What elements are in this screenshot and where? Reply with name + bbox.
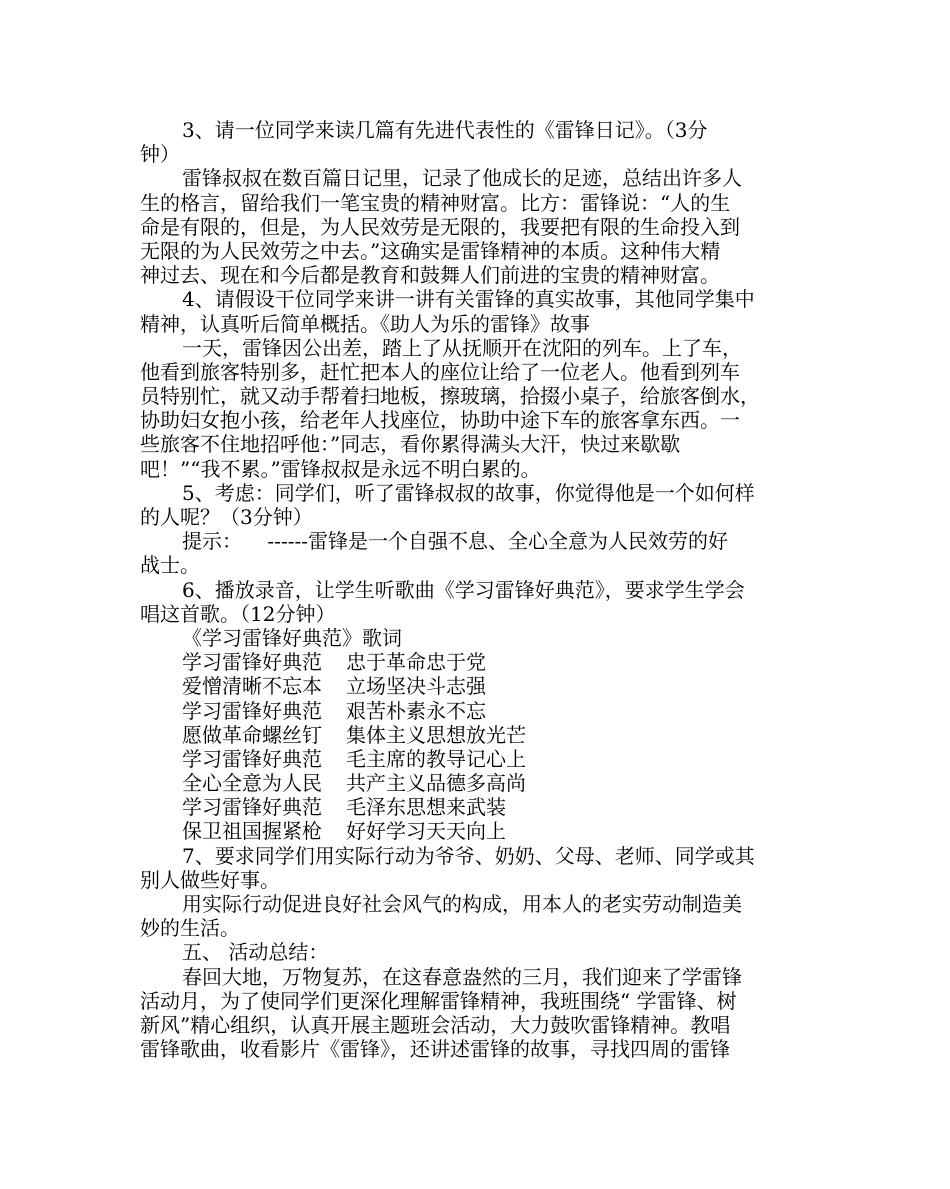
paragraph-line: 妙的生活。 xyxy=(140,916,240,941)
paragraph-line: 一天，雷锋因公出差，踏上了从抚顺开在沈阳的列车。上了车， xyxy=(182,335,742,360)
lyric-right: 毛主席的教导记心上 xyxy=(346,746,526,771)
paragraph-line: 春回大地，万物复苏，在这春意盎然的三月，我们迎来了学雷锋 xyxy=(182,964,742,989)
paragraph-line: 雷锋叔叔在数百篇日记里，记录了他成长的足迹，总结出许多人 xyxy=(182,166,742,191)
song-lyric-line xyxy=(140,699,812,723)
paragraph-line: 战士。 xyxy=(140,553,200,578)
song-title: 《学习雷锋好典范》歌词 xyxy=(182,625,402,650)
lyric-right: 集体主义思想放光芒 xyxy=(346,722,526,747)
paragraph-line: 钟） xyxy=(140,142,180,167)
paragraph-line: 些旅客不住地招呼他：”同志，看你累得满头大汗，快过来歇歇 xyxy=(140,432,681,457)
paragraph-line: 活动月，为了使同学们更深化理解雷锋精神，我班围绕“ 学雷锋、树 xyxy=(140,988,737,1013)
section-heading: 五、 活动总结： xyxy=(182,940,329,965)
paragraph-line: 协助妇女抱小孩，给老年人找座位，协助中途下车的旅客拿东西。一 xyxy=(140,408,740,433)
paragraph-line: 唱这首歌。（12分钟） xyxy=(140,601,336,626)
lyric-left: 爱憎清晰不忘本 xyxy=(182,674,322,699)
paragraph-line: 4、请假设干位同学来讲一讲有关雷锋的真实故事，其他同学集中 xyxy=(182,287,755,312)
lyric-right: 立场坚决斗志强 xyxy=(346,674,486,699)
lyric-right: 好好学习天天向上 xyxy=(346,819,506,844)
song-lyric-line xyxy=(140,771,812,795)
paragraph-line: 的人呢？（3分钟） xyxy=(140,505,313,529)
paragraph-line: 命是有限的，但是，为人民效劳是无限的，我要把有限的生命投入到 xyxy=(140,214,740,239)
paragraph-line: 神过去、现在和今后都是教育和鼓舞人们前进的宝贵的精神财富。 xyxy=(140,263,720,288)
lyric-left: 保卫祖国握紧枪 xyxy=(182,819,322,844)
paragraph-line: 雷锋歌曲，收看影片《雷锋》，还讲述雷锋的故事，寻找四周的雷锋 xyxy=(140,1037,730,1062)
paragraph-line: 新风”精心组织，认真开展主题班会活动，大力鼓吹雷锋精神。教唱 xyxy=(140,1012,731,1037)
lyric-left: 学习雷锋好典范 xyxy=(182,650,322,675)
paragraph-line: 用实际行动促进良好社会风气的构成，用本人的老实劳动制造美 xyxy=(182,892,742,916)
lyric-left: 学习雷锋好典范 xyxy=(182,795,322,820)
paragraph-line: 生的格言，留给我们一笔宝贵的精神财富。比方：雷锋说：“人的生 xyxy=(140,190,731,215)
lyric-right: 毛泽东思想来武装 xyxy=(346,795,506,820)
lyric-right: 忠于革命忠于党 xyxy=(346,650,486,675)
lyric-left: 学习雷锋好典范 xyxy=(182,698,322,723)
lyric-right: 艰苦朴素永不忘 xyxy=(346,698,486,723)
paragraph-line: 他看到旅客特别多，赶忙把本人的座位让给了一位老人。他看到列车 xyxy=(140,359,740,384)
paragraph-line: 7、要求同学们用实际行动为爷爷、奶奶、父母、老师、同学或其 xyxy=(182,843,755,868)
paragraph-line: 吧！”“我不累。”雷锋叔叔是永远不明白累的。 xyxy=(140,456,541,481)
paragraph-line: 精神，认真听后简单概括。《助人为乐的雷锋》故事 xyxy=(140,311,590,336)
document-page xyxy=(140,118,812,1061)
lyric-left: 愿做革命螺丝钉 xyxy=(182,722,322,747)
song-lyric-line xyxy=(140,747,812,771)
paragraph-line: 别人做些好事。 xyxy=(140,867,280,892)
paragraph-line: 员特别忙，就又动手帮着扫地板，擦玻璃，拾掇小桌子，给旅客倒水， xyxy=(140,384,760,409)
paragraph-line: 5、考虑：同学们，听了雷锋叔叔的故事，你觉得他是一个如何样 xyxy=(182,480,755,505)
song-lyric-line xyxy=(140,819,812,843)
paragraph-line: 6、播放录音，让学生听歌曲《学习雷锋好典范》，要求学生学会 xyxy=(182,577,745,602)
song-lyric-line xyxy=(140,795,812,819)
lyric-left: 学习雷锋好典范 xyxy=(182,746,322,771)
paragraph-line: 无限的为人民效劳之中去。”这确实是雷锋精神的本质。这种伟大精 xyxy=(140,238,721,263)
song-lyric-line xyxy=(140,674,812,698)
lyric-left: 全心全意为人民 xyxy=(182,771,322,796)
paragraph-line: 3、请一位同学来读几篇有先进代表性的《雷锋日记》。（3分 xyxy=(182,118,708,142)
paragraph-line: 提示： ------雷锋是一个自强不息、全心全意为人民效劳的好 xyxy=(182,529,728,554)
song-lyric-line xyxy=(140,723,812,747)
lyric-right: 共产主义品德多高尚 xyxy=(346,771,526,796)
song-lyric-line xyxy=(140,650,812,674)
